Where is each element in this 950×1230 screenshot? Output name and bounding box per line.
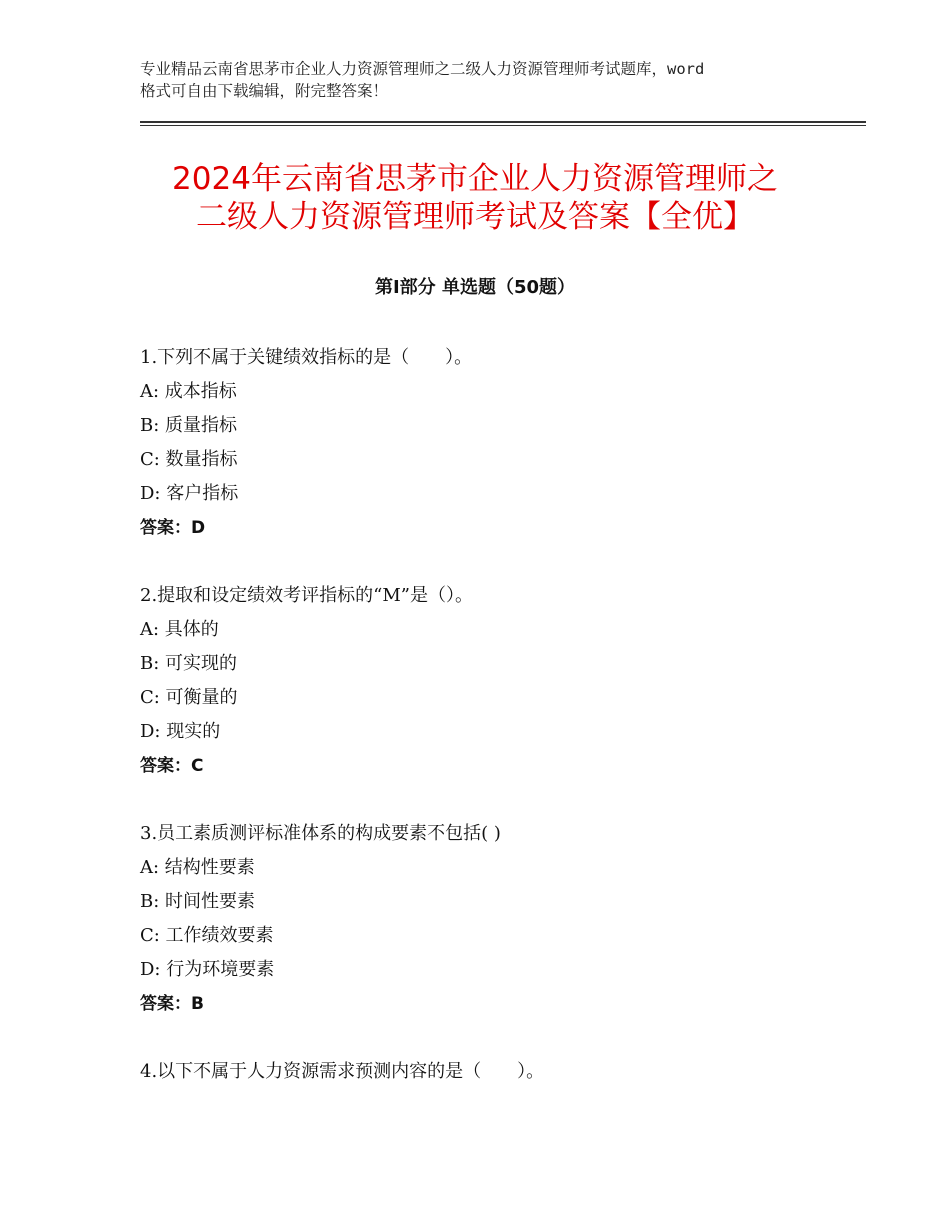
question-item <box>140 1058 840 1092</box>
question-stem: 3.员工素质测评标准体系的构成要素不包括( ) <box>140 823 501 844</box>
answer-key: 答案：B <box>140 994 204 1014</box>
answer-key: 答案：C <box>140 756 204 776</box>
header-divider-thin <box>140 125 866 126</box>
document-title <box>100 160 850 236</box>
answer-option: A: 具体的 <box>140 619 219 640</box>
question-stem: 2.提取和设定绩效考评指标的“M”是（）。 <box>140 585 474 606</box>
header-divider-thick <box>140 121 866 123</box>
answer-option: B: 质量指标 <box>140 415 238 436</box>
answer-option: C: 工作绩效要素 <box>140 925 274 946</box>
question-stem: 4.以下不属于人力资源需求预测内容的是（ ）。 <box>140 1061 545 1082</box>
answer-option: C: 可衡量的 <box>140 687 238 708</box>
header-note-line-1: 专业精品云南省思茅市企业人力资源管理师之二级人力资源管理师考试题库，word <box>140 60 705 78</box>
answer-option: C: 数量指标 <box>140 449 238 470</box>
header-note <box>140 58 830 102</box>
answer-option: B: 时间性要素 <box>140 891 256 912</box>
document-title-line-1: 2024年云南省思茅市企业人力资源管理师之 <box>172 161 778 197</box>
question-item <box>140 582 840 786</box>
answer-option: A: 成本指标 <box>140 381 237 402</box>
answer-option: D: 行为环境要素 <box>140 959 275 980</box>
question-list <box>140 344 840 1126</box>
document-title-line-2: 二级人力资源管理师考试及答案【全优】 <box>196 199 754 235</box>
answer-option: D: 客户指标 <box>140 483 239 504</box>
question-item <box>140 344 840 548</box>
answer-option: D: 现实的 <box>140 721 221 742</box>
answer-option: A: 结构性要素 <box>140 857 255 878</box>
question-item <box>140 820 840 1024</box>
answer-option: B: 可实现的 <box>140 653 238 674</box>
question-stem: 1.下列不属于关键绩效指标的是（ ）。 <box>140 347 473 368</box>
header-note-line-2: 格式可自由下载编辑，附完整答案！ <box>140 82 389 100</box>
answer-key: 答案：D <box>140 518 206 538</box>
section-heading: 第Ⅰ部分 单选题（50题） <box>374 277 575 298</box>
